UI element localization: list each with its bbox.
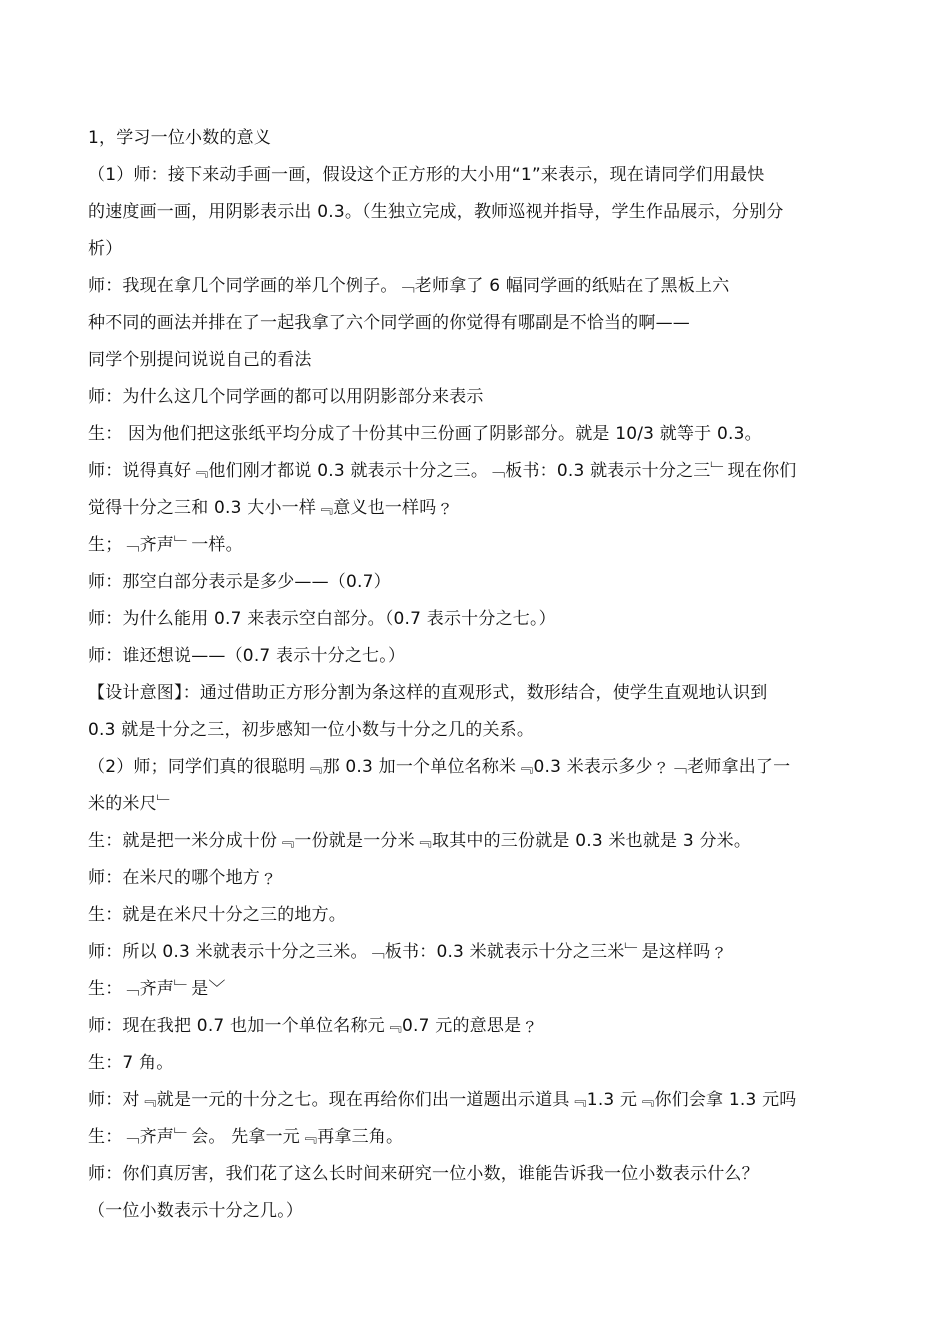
text-line: 师：你们真厉害，我们花了这么长时间来研究一位小数，谁能告诉我一位小数表示什么？ bbox=[88, 1164, 759, 1184]
text-line: 生；﹁齐声﹂一样。 bbox=[88, 535, 243, 555]
text-line: （1）师：接下来动手画一画，假设这个正方形的大小用“1”来表示，现在请同学们用最快 bbox=[88, 165, 765, 185]
text-line: 0.3 就是十分之三，初步感知一位小数与十分之几的关系。 bbox=[88, 720, 535, 740]
text-line: 师：对﹃就是一元的十分之七。现在再给你们出一道题出示道具﹃1.3 元﹃你们会拿 1.3 元吗 bbox=[88, 1090, 797, 1110]
text-line: 师：我现在拿几个同学画的举几个例子。﹁老师拿了 6 幅同学画的纸贴在了黑板上六 bbox=[88, 276, 730, 296]
text-line: 的速度画一画，用阴影表示出 0.3。（生独立完成，教师巡视并指导，学生作品展示，分别分 bbox=[88, 202, 784, 222]
text-line: 生：就是把一米分成十份﹃一份就是一分米﹃取其中的三份就是 0.3 米也就是 3 分米。 bbox=[88, 831, 752, 851]
text-line: 析） bbox=[88, 239, 123, 259]
text-line: 师：谁还想说——（0.7 表示十分之七。） bbox=[88, 646, 406, 666]
text-line: 生：﹁齐声﹂是﹀ bbox=[88, 979, 226, 999]
text-line: 师：说得真好﹃他们刚才都说 0.3 就表示十分之三。﹁板书：0.3 就表示十分之三﹂现在你们 bbox=[88, 461, 797, 481]
text-line: 师：所以 0.3 米就表示十分之三米。﹁板书：0.3 米就表示十分之三米﹂是这样吗﹖ bbox=[88, 942, 728, 962]
text-line: 师：现在我把 0.7 也加一个单位名称元﹃0.7 元的意思是﹖ bbox=[88, 1016, 539, 1036]
text-line: 师：为什么这几个同学画的都可以用阴影部分来表示 bbox=[88, 387, 484, 407]
text-line: 米的米尺﹂ bbox=[88, 794, 174, 814]
section-heading: 1，学习一位小数的意义 bbox=[88, 128, 272, 148]
text-line: 生：7 角。 bbox=[88, 1053, 174, 1073]
text-line: 种不同的画法并排在了一起我拿了六个同学画的你觉得有哪副是不恰当的啊—— bbox=[88, 313, 690, 333]
text-line: 师：在米尺的哪个地方﹖ bbox=[88, 868, 278, 888]
text-line: 生：﹁齐声﹂会。 先拿一元﹃再拿三角。 bbox=[88, 1127, 404, 1147]
text-line: 觉得十分之三和 0.3 大小一样﹃意义也一样吗﹖ bbox=[88, 498, 454, 518]
text-line: 生： 因为他们把这张纸平均分成了十份其中三份画了阴影部分。就是 10/3 就等于 0.3。 bbox=[88, 424, 762, 444]
text-line: （2）师；同学们真的很聪明﹃那 0.3 加一个单位名称米﹃0.3 米表示多少﹖﹁老师拿出了一 bbox=[88, 757, 791, 777]
text-line: 生：就是在米尺十分之三的地方。 bbox=[88, 905, 346, 925]
text-line: 师：那空白部分表示是多少——（0.7） bbox=[88, 572, 391, 592]
text-line: 同学个别提问说说自己的看法 bbox=[88, 350, 312, 370]
design-intent-line: 【设计意图】：通过借助正方形分割为条这样的直观形式，数形结合，使学生直观地认识到 bbox=[88, 683, 768, 703]
text-line: （一位小数表示十分之几。） bbox=[88, 1201, 304, 1221]
text-line: 师：为什么能用 0.7 来表示空白部分。（0.7 表示十分之七。） bbox=[88, 609, 556, 629]
